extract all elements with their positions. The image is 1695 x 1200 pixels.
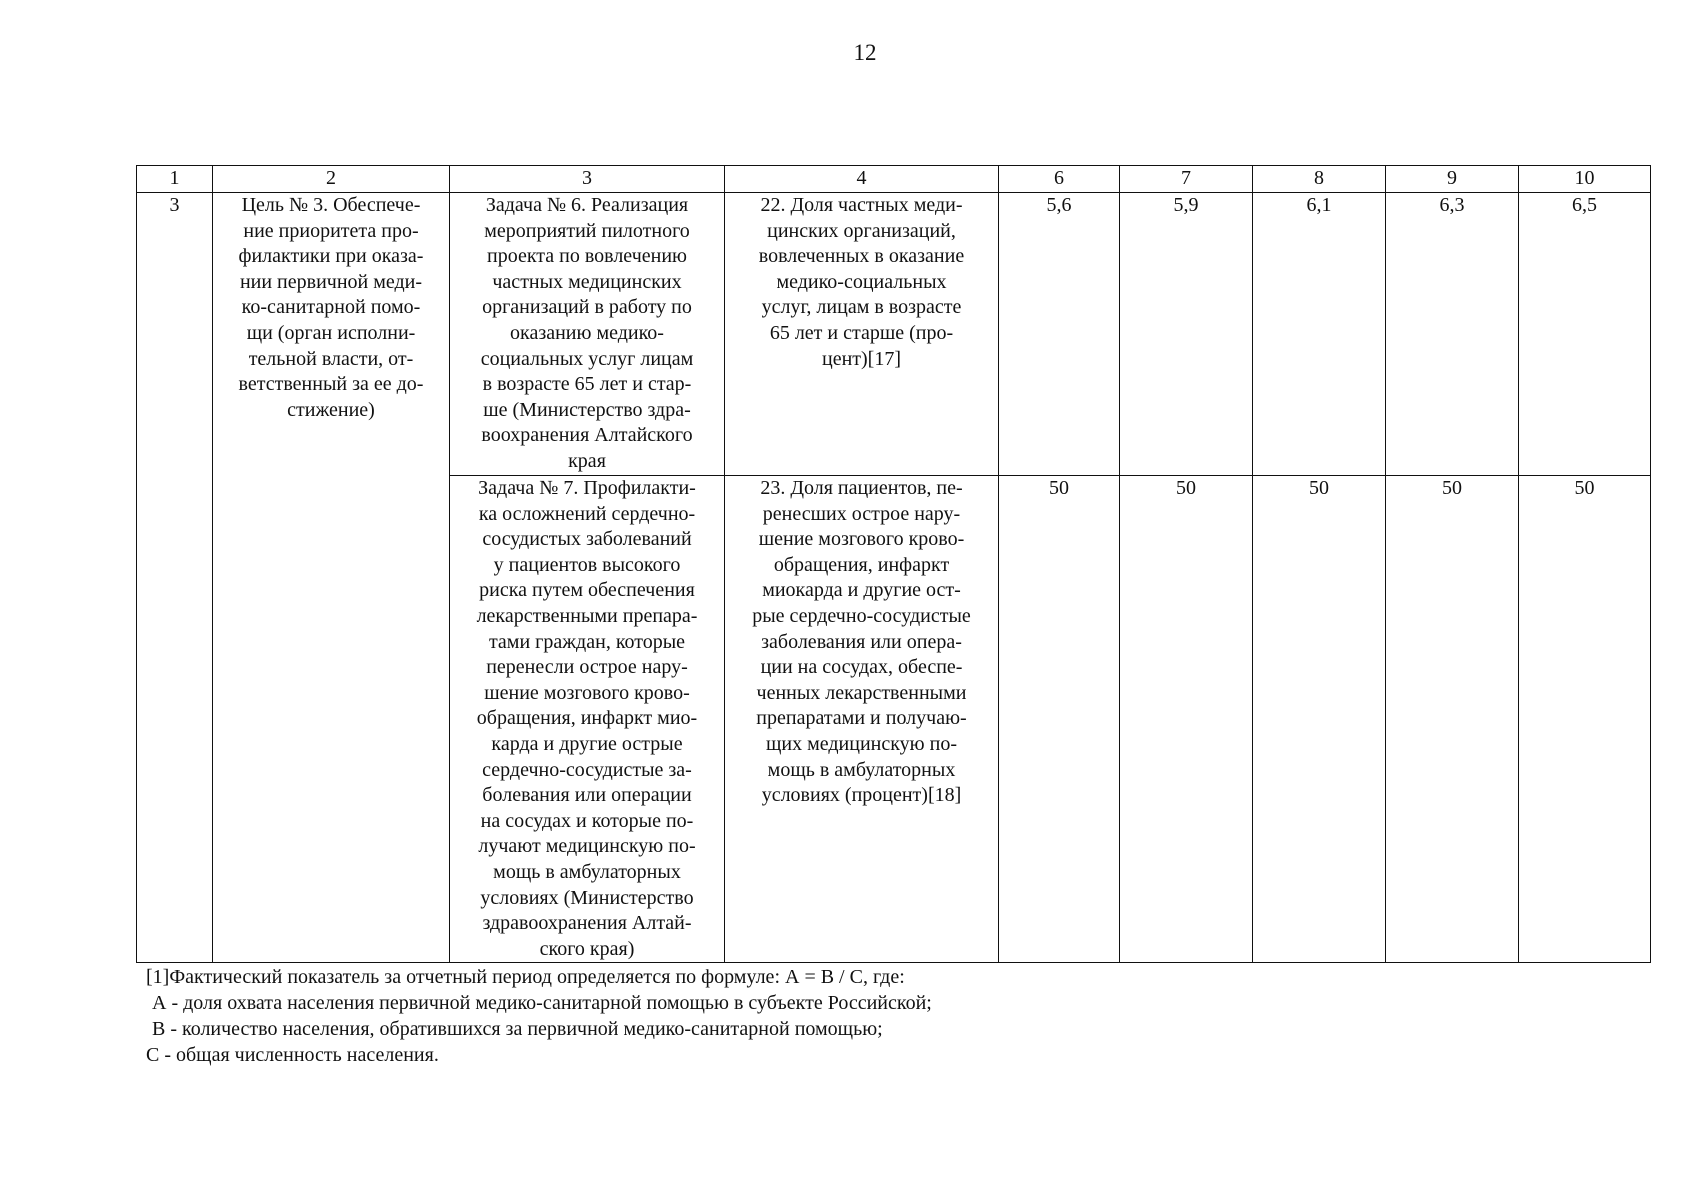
footnotes bbox=[146, 964, 932, 1068]
footnote-b: В - количество населения, обратившихся за первичной медико-санитарной помощью; bbox=[152, 1018, 883, 1040]
row-number: 3 bbox=[137, 193, 213, 963]
indicator-22-value-col-6: 5,6 bbox=[999, 193, 1120, 476]
indicators-table bbox=[136, 165, 1651, 963]
header-col-3: 3 bbox=[450, 166, 725, 193]
indicator-23-value-col-7: 50 bbox=[1120, 476, 1253, 963]
task-7-cell: Задача № 7. Профилакти- ка осложнений сердечно- сосудистых заболеваний у пациентов высокого риска путем обеспечения лекарственными препара- тами граждан, которые перенесли острое нару- шение мозгового крово- обращения, инфаркт мио- карда и другие острые сердечно-сосудистые за- болевания или операции на сосудах и которые по- лучают медицинскую по- мощь в амбулаторных условиях (Министерство здравоохранения Алтай- ского края) bbox=[450, 476, 725, 963]
indicator-22-value-col-10: 6,5 bbox=[1519, 193, 1651, 476]
header-col-2: 2 bbox=[213, 166, 450, 193]
header-col-7: 7 bbox=[1120, 166, 1253, 193]
header-col-6: 6 bbox=[999, 166, 1120, 193]
header-col-8: 8 bbox=[1253, 166, 1386, 193]
indicator-23-value-col-6: 50 bbox=[999, 476, 1120, 963]
footnote-a: А - доля охвата населения первичной медико-санитарной помощью в субъекте Российской; bbox=[152, 992, 932, 1014]
header-col-4: 4 bbox=[725, 166, 999, 193]
indicator-22-value-col-9: 6,3 bbox=[1386, 193, 1519, 476]
task-6-cell: Задача № 6. Реализация мероприятий пилотного проекта по вовлечению частных медицинских организаций в работу по оказанию медико- социальных услуг лицам в возрасте 65 лет и стар- ше (Министерство здра- воохранения Алтайского края bbox=[450, 193, 725, 476]
header-col-9: 9 bbox=[1386, 166, 1519, 193]
indicator-22-cell: 22. Доля частных меди- цинских организаций, вовлеченных в оказание медико-социальных услуг, лицам в возрасте 65 лет и старше (про- цент)[17] bbox=[725, 193, 999, 476]
indicator-22-value-col-7: 5,9 bbox=[1120, 193, 1253, 476]
indicator-23-value-col-9: 50 bbox=[1386, 476, 1519, 963]
indicator-22-value-col-8: 6,1 bbox=[1253, 193, 1386, 476]
page-number: 12 bbox=[853, 40, 877, 65]
footnote-c: С - общая численность населения. bbox=[146, 1044, 439, 1066]
indicator-23-value-col-10: 50 bbox=[1519, 476, 1651, 963]
footnote-formula: [1]Фактический показатель за отчетный период определяется по формуле: А = В / С, где: bbox=[146, 966, 905, 988]
goal-cell: Цель № 3. Обеспече- ние приоритета про- филактики при оказа- нии первичной меди- ко-санитарной помо- щи (орган исполни- тельной власти, от- ветственный за ее до- стижение) bbox=[213, 193, 450, 963]
table-body bbox=[137, 193, 1651, 963]
header-col-1: 1 bbox=[137, 166, 213, 193]
header-row bbox=[137, 166, 1651, 193]
indicator-23-value-col-8: 50 bbox=[1253, 476, 1386, 963]
indicator-23-cell: 23. Доля пациентов, пе- ренесших острое нару- шение мозгового крово- обращения, инфаркт миокарда и другие ост- рые сердечно-сосудистые заболевания или опера- ции на сосудах, обеспе- ченных лекарственными препаратами и получаю- щих медицинскую по- мощь в амбулаторных условиях (процент)[18] bbox=[725, 476, 999, 963]
table-row bbox=[137, 193, 1651, 476]
table-header bbox=[137, 166, 1651, 193]
header-col-10: 10 bbox=[1519, 166, 1651, 193]
